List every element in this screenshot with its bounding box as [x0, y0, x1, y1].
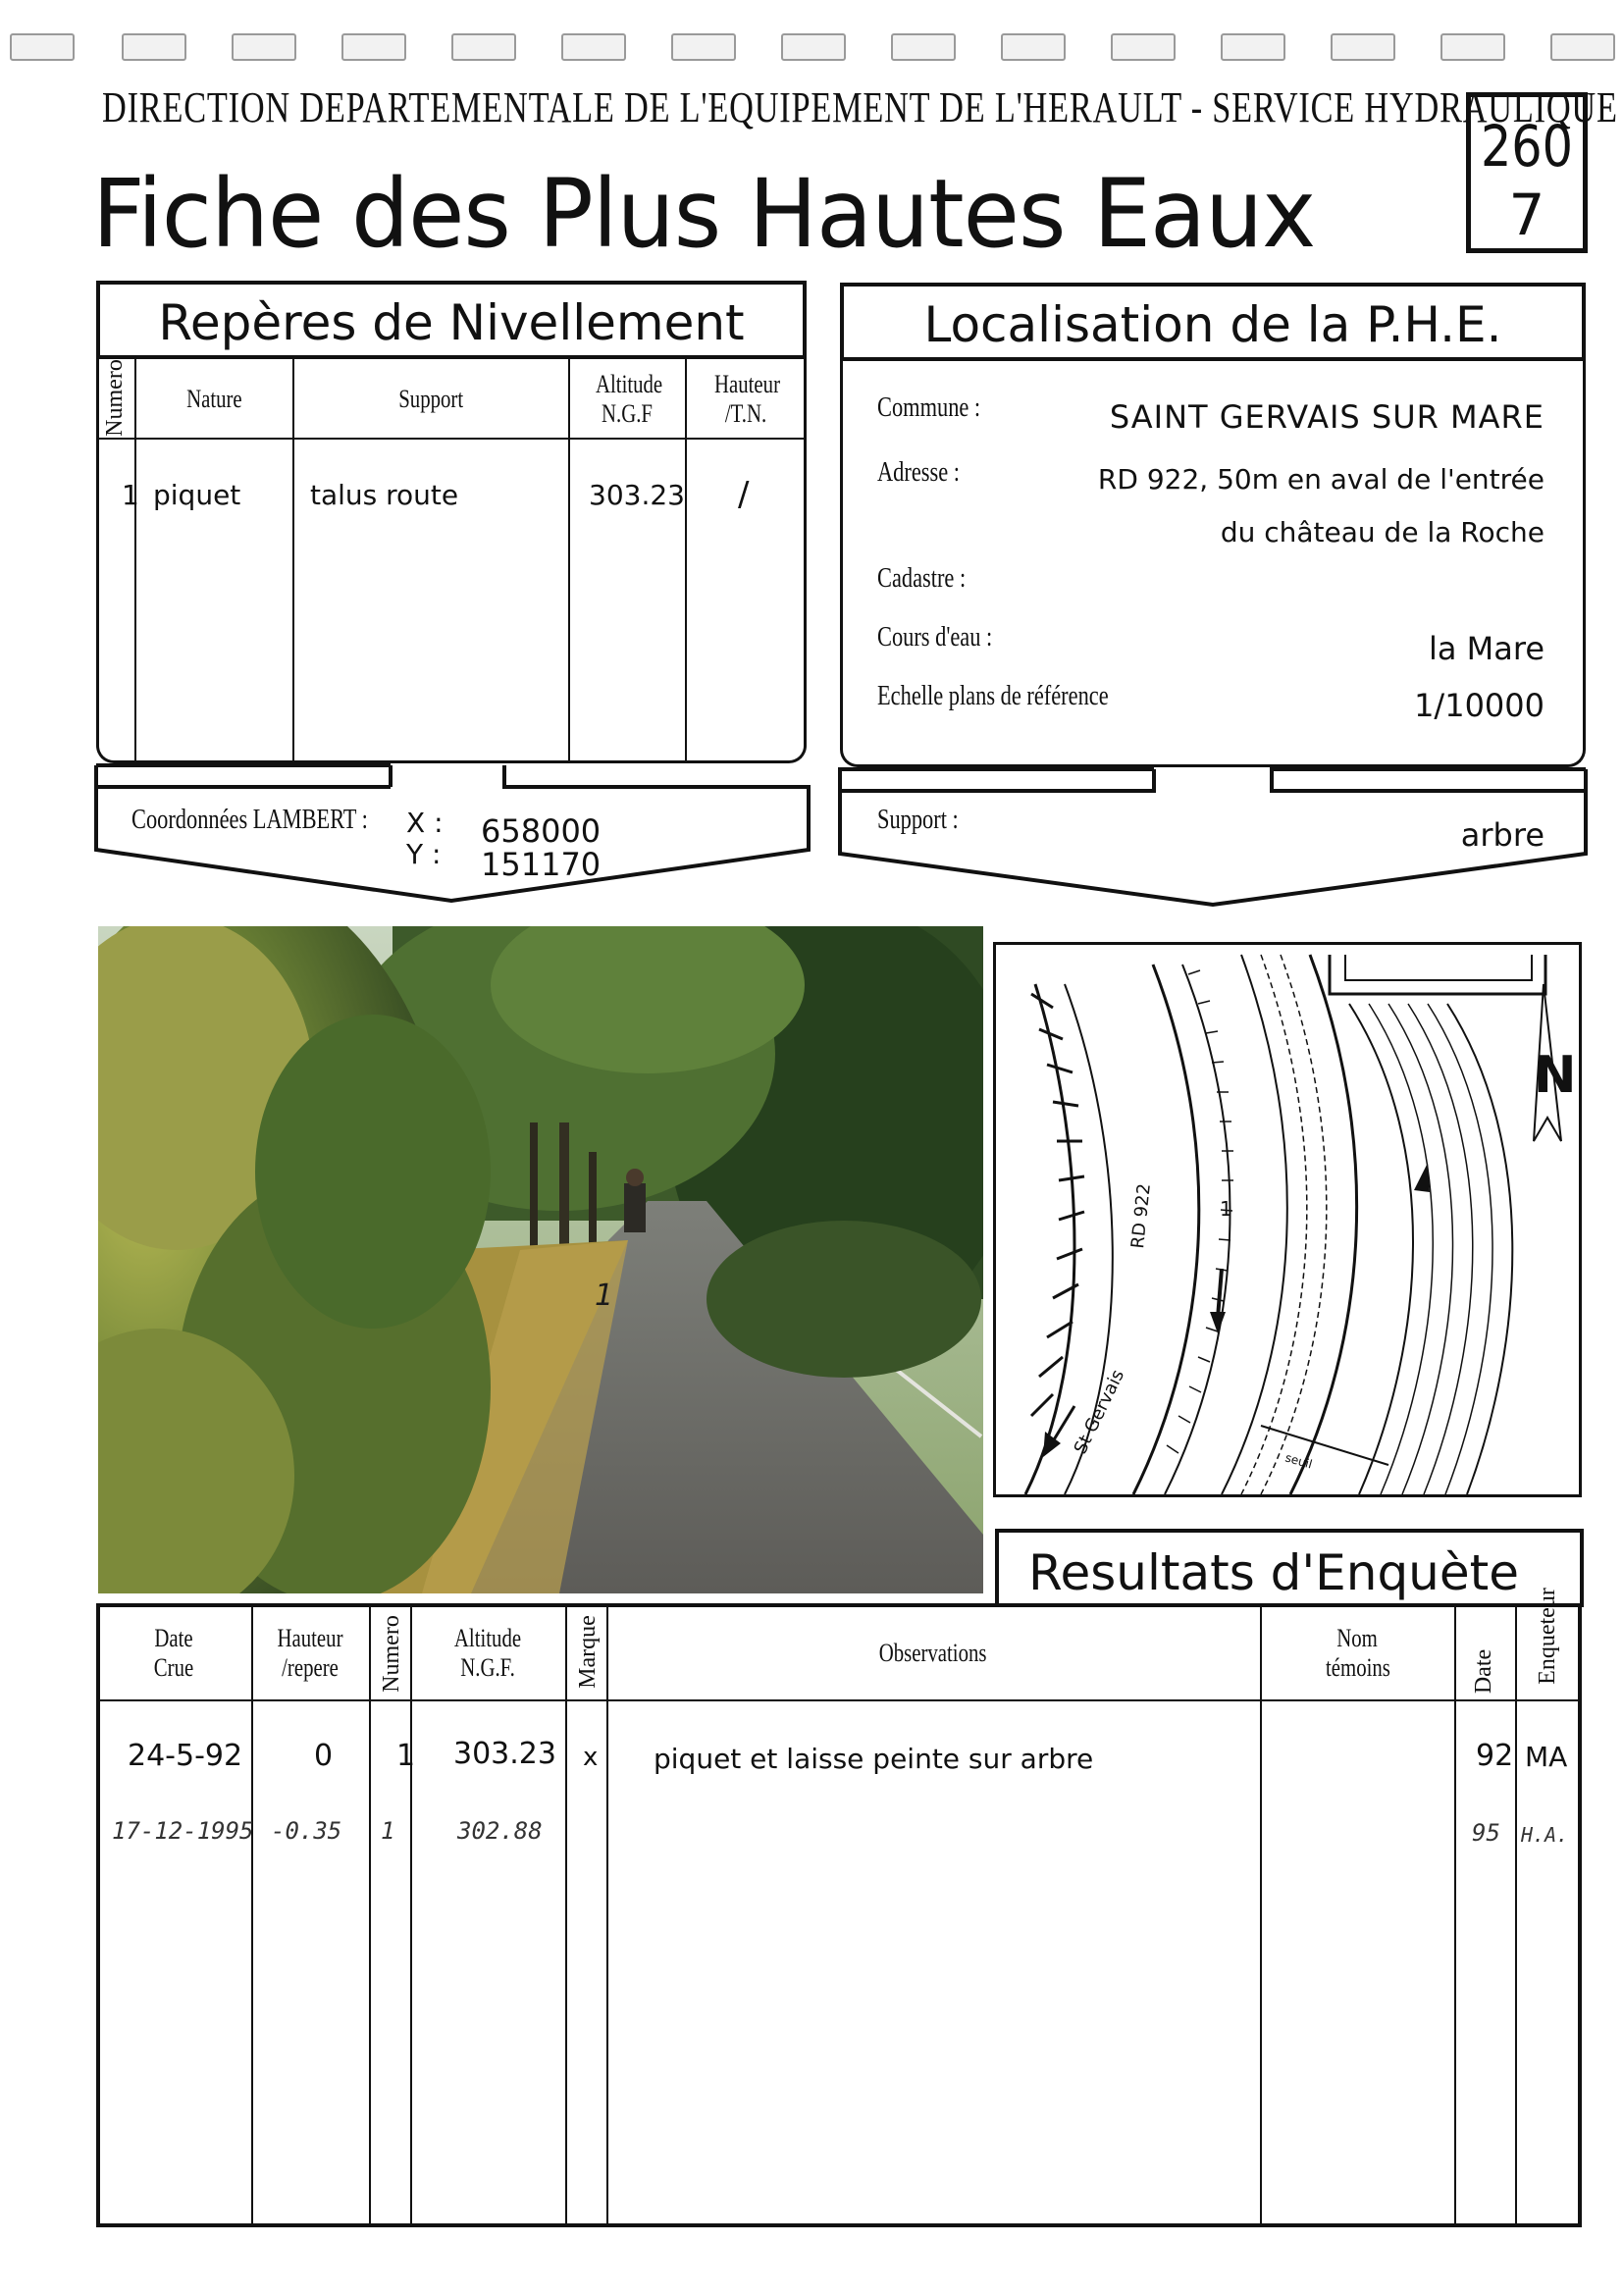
res-row1-observations: piquet et laisse peinte sur arbre [654, 1743, 1094, 1775]
localisation-title-box [840, 283, 1586, 361]
commune-label: Commune : [877, 392, 981, 423]
map-north: N [1534, 1046, 1577, 1105]
echelle-label: Echelle plans de référence [877, 681, 1109, 711]
sheet-number-box [1466, 92, 1588, 253]
res-col-enqueteur: Enqueteur [1534, 1588, 1560, 1685]
adresse-line1: RD 922, 50m en aval de l'entrée [1097, 463, 1544, 496]
map-marker: 1 [1220, 1197, 1232, 1221]
reperes-row-numero: 1 [122, 479, 139, 511]
map-road-label: RD 922 [1127, 1182, 1155, 1250]
res-col-date: Date [1471, 1648, 1497, 1695]
commune-value: SAINT GERVAIS SUR MARE [1109, 398, 1544, 436]
res-row1-date-crue: 24-5-92 [128, 1739, 243, 1773]
site-map [993, 942, 1582, 1497]
res-row1-altitude: 303.23 [453, 1737, 556, 1771]
sheet-number: 260 [1480, 113, 1574, 180]
cadastre-label: Cadastre : [877, 563, 967, 594]
reperes-title-box [96, 281, 807, 359]
res-row2-numero: 1 [381, 1817, 395, 1845]
res-row1-marque: x [583, 1743, 599, 1772]
lambert-y-label: Y : [406, 838, 442, 870]
lambert-x-label: X : [406, 807, 444, 839]
res-col-altitude: Altitude N.G.F. [453, 1624, 522, 1682]
res-col-temoins: Nom témoins [1326, 1624, 1390, 1682]
site-photo [98, 926, 983, 1593]
res-col-hauteur: Hauteur /repere [277, 1624, 343, 1682]
reperes-row-nature: piquet [153, 479, 241, 511]
reperes-col-altitude: Altitude N.G.F [596, 370, 663, 428]
map-small-label: seuil [1283, 1450, 1314, 1472]
sheet-sub-number: 7 [1508, 182, 1545, 248]
res-col-observations: Observations [879, 1639, 987, 1668]
res-row2-altitude: 302.88 [457, 1817, 543, 1845]
res-row1-date: 92 [1476, 1739, 1514, 1773]
reperes-col-hauteur: Hauteur /T.N. [714, 370, 780, 428]
res-col-marque: Marque [574, 1615, 601, 1689]
adresse-label: Adresse : [877, 457, 960, 488]
lambert-y-value: 151170 [481, 846, 602, 883]
localisation-title: Localisation de la P.H.E. [923, 296, 1502, 353]
reperes-row-altitude: 303.23 [589, 479, 685, 511]
res-row2-hauteur: -0.35 [271, 1817, 342, 1845]
adresse-line2: du château de la Roche [1220, 516, 1544, 548]
reperes-col-nature: Nature [185, 385, 242, 414]
reperes-row-hauteur: / [738, 475, 750, 514]
support-value: arbre [1460, 816, 1544, 854]
reperes-row-support: talus route [310, 479, 459, 511]
res-row1-enqueteur: MA [1525, 1741, 1568, 1773]
map-town-label: St Gervais [1070, 1366, 1129, 1458]
res-row2-date-crue: 17-12-1995 [112, 1817, 254, 1845]
res-row1-hauteur: 0 [314, 1739, 334, 1773]
resultats-title: Resultats d'Enquète [1028, 1544, 1519, 1601]
reperes-title: Repères de Nivellement [158, 294, 745, 351]
res-row1-numero: 1 [396, 1739, 416, 1773]
cours-value: la Mare [1428, 630, 1544, 667]
res-row2-enqueteur: H.A. [1521, 1823, 1569, 1847]
resultats-title-box [995, 1529, 1584, 1607]
photo-marker: 1 [595, 1278, 614, 1313]
res-col-date-crue: Date Crue [153, 1624, 194, 1682]
support-label: Support : [877, 805, 959, 835]
echelle-value: 1/10000 [1414, 687, 1544, 724]
cours-label: Cours d'eau : [877, 622, 993, 652]
res-col-numero: Numero [378, 1615, 404, 1693]
reperes-col-numero: Numero [101, 359, 128, 437]
reperes-col-support: Support [398, 385, 463, 414]
lambert-label: Coordonnées LAMBERT : [131, 805, 368, 835]
page-title: Fiche des Plus Hautes Eaux [92, 159, 1316, 269]
lambert-x-value: 658000 [481, 812, 602, 850]
agency-header: DIRECTION DEPARTEMENTALE DE L'EQUIPEMENT DE L'HERAULT - SERVICE HYDRAULIQUE [102, 83, 1618, 131]
res-row2-date: 95 [1472, 1819, 1500, 1847]
